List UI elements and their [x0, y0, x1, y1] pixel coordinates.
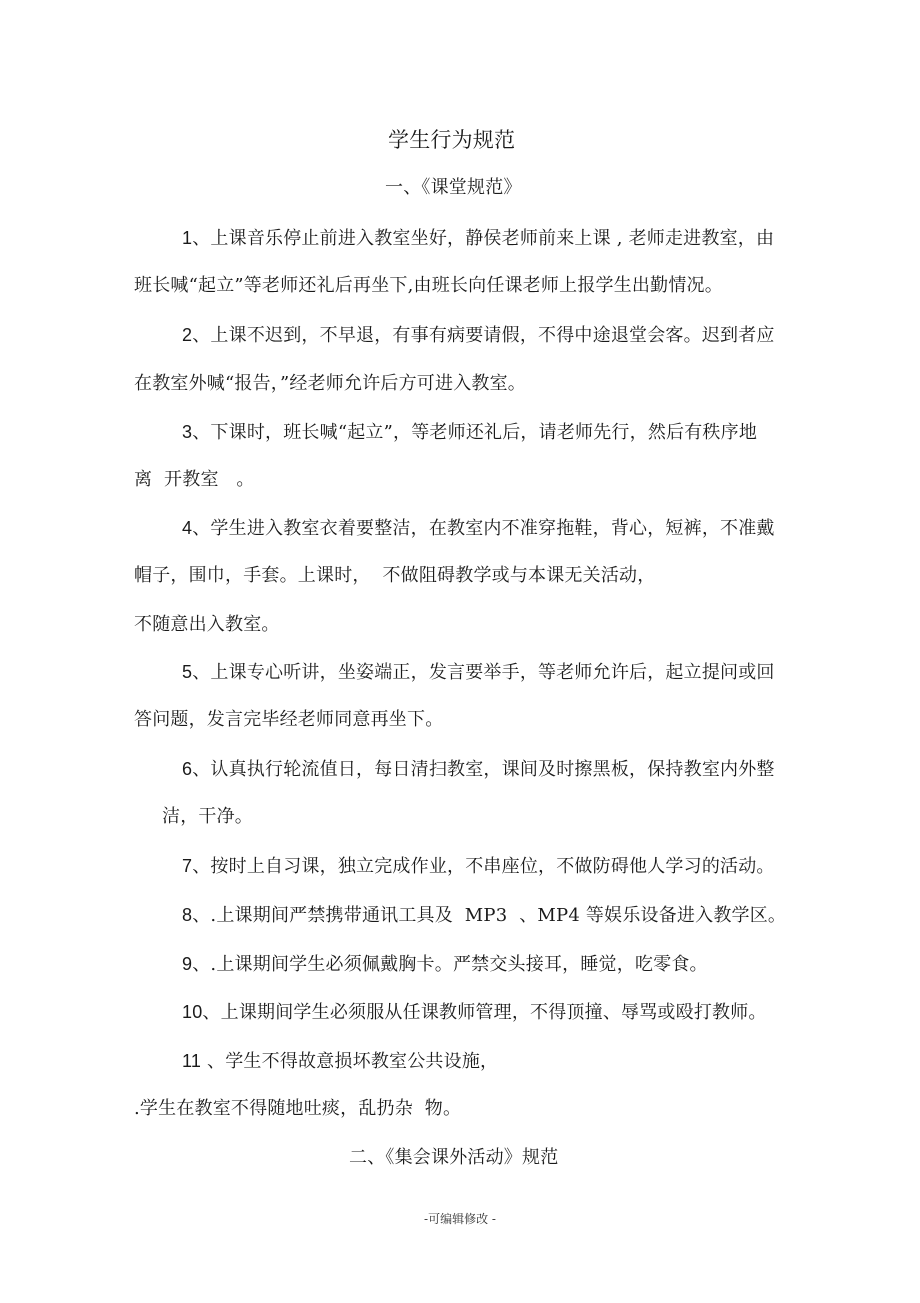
rule-6-line-1: [182, 757, 775, 782]
rule-number: 9: [182, 954, 193, 974]
rule-1-line-2: 班长喊“起立”等老师还礼后再坐下,由班长向任课老师上报学生出勤情况。: [134, 275, 723, 296]
rule-text: 、学生不得故意损坏教室公共设施，: [201, 1051, 499, 1072]
rule-number: 3: [182, 422, 193, 442]
rule-2-line-2: 在教室外喊“报告，”经老师允许后方可进入教室。: [134, 373, 527, 394]
rule-number: 8: [182, 905, 193, 925]
rule-7-line-1: [182, 854, 775, 879]
rule-text: 、按时上自习课，独立完成作业，不串座位，不做防碍他人学习的活动。: [192, 856, 775, 877]
rule-number: 6: [182, 759, 193, 779]
page-footer: -可编辑修改 -: [424, 1212, 496, 1226]
document-title: 学生行为规范: [388, 128, 516, 152]
rule-5-line-2: 答问题，发言完毕经老师同意再坐下。: [134, 709, 444, 730]
rule-number: 5: [182, 662, 193, 682]
rule-text: 、下课时，班长喊“起立”，等老师还礼后，请老师先行，然后有秩序地: [192, 422, 758, 443]
rule-number: 4: [182, 518, 193, 538]
rule-text: 、上课期间学生必须服从任课教师管理，不得顶撞、辱骂或殴打教师。: [202, 1002, 767, 1023]
rule-3-line-2: 离 开教室 。: [134, 469, 255, 490]
rule-text: 、.上课期间学生必须佩戴胸卡。严禁交头接耳，睡觉，吃零食。: [192, 954, 708, 975]
rule-number: 2: [182, 325, 193, 345]
section-heading-assembly: 二、《集会课外活动》规范: [349, 1147, 559, 1168]
rule-2-line-1: [182, 323, 775, 348]
rule-11-line-1: [182, 1049, 498, 1074]
rule-text: 、认真执行轮流值日，每日清扫教室，课间及时擦黑板，保持教室内外整: [192, 759, 775, 780]
rule-4-line-1: [182, 516, 775, 541]
rule-4-line-3: 不随意出入教室。: [134, 614, 280, 635]
rule-4-line-2: 帽子，围巾，手套。上课时， 不做阻碍教学或与本课无关活动，: [134, 565, 656, 586]
rule-6-line-2: 洁，干净。: [162, 806, 253, 827]
section-heading-classroom: 一、《课堂规范》: [385, 177, 522, 198]
rule-text: 、学生进入教室衣着要整洁，在教室内不准穿拖鞋，背心，短裤，不准戴: [192, 518, 775, 539]
rule-number: 1: [182, 228, 193, 248]
rule-5-line-1: [182, 660, 775, 685]
rule-9-line-1: [182, 952, 708, 977]
rule-number: 7: [182, 856, 193, 876]
rule-text: 、上课不迟到，不早退，有事有病要请假，不得中途退堂会客。迟到者应: [192, 325, 775, 346]
rule-number: 10: [182, 1002, 203, 1022]
rule-text: 、上课音乐停止前进入教室坐好，静侯老师前来上课 , 老师走进教室，由: [192, 228, 775, 249]
rule-text: 、.上课期间严禁携带通讯工具及 MP3 、MP4 等娱乐设备进入教学区。: [192, 905, 787, 926]
rule-10-line-1: [182, 1000, 767, 1025]
rule-11-line-2: .学生在教室不得随地吐痰，乱扔杂 物。: [134, 1098, 462, 1119]
rule-3-line-1: [182, 420, 757, 445]
rule-number: 11: [182, 1051, 202, 1071]
rule-text: 、上课专心听讲，坐姿端正，发言要举手，等老师允许后，起立提问或回: [192, 662, 775, 683]
rule-1-line-1: [182, 226, 774, 251]
rule-8-line-1: [182, 903, 786, 928]
